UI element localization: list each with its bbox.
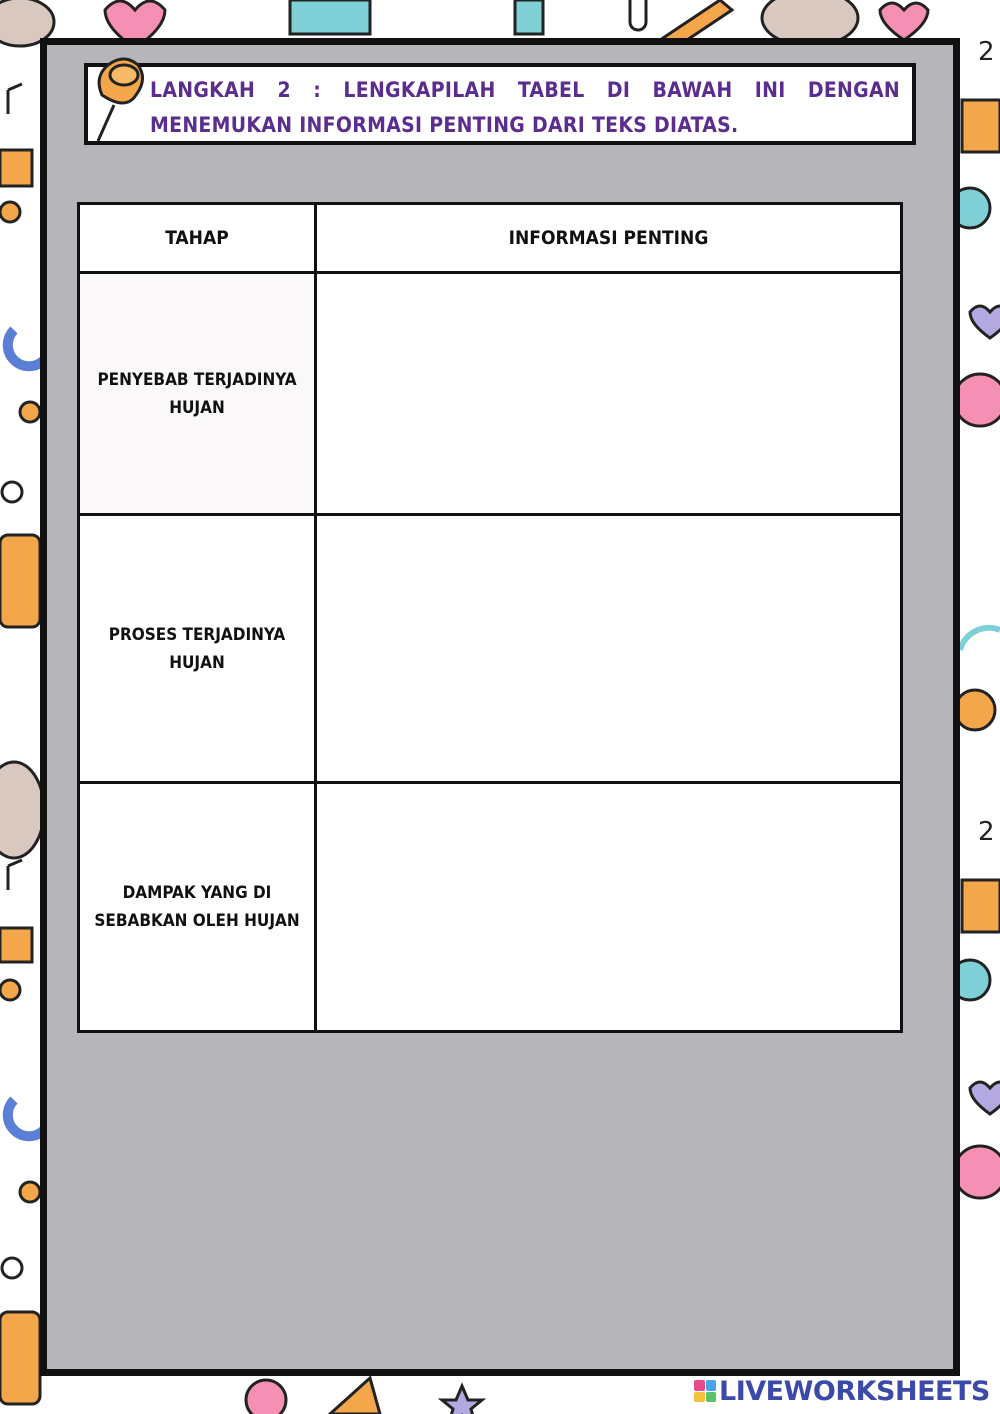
lens-icon [20, 402, 40, 422]
smiley-icon [0, 980, 20, 1000]
table-row [79, 783, 902, 1032]
table-row [79, 273, 902, 515]
palette-icon [0, 762, 44, 858]
paper-plane-icon [330, 1378, 380, 1414]
calculator-icon [0, 535, 40, 627]
header-tahap: TAHAP [79, 204, 316, 273]
star-icon [442, 1386, 482, 1414]
book-icon [290, 0, 370, 34]
tahap-cell: PENYEBAB TERJADINYA HUJAN [79, 273, 316, 515]
calculator-icon [0, 1312, 40, 1404]
glasses-icon [2, 482, 22, 502]
ruler-icon [0, 150, 32, 186]
paperclip-icon [630, 0, 646, 30]
heart-icon [880, 3, 928, 40]
atom-icon [954, 1146, 1000, 1198]
table-header-row [79, 204, 902, 273]
number-doodle: 2 [978, 37, 995, 67]
test-tube-icon [515, 0, 543, 34]
worksheet-table [77, 202, 903, 1033]
table-row [79, 515, 902, 783]
magnet-icon [8, 1100, 44, 1136]
logo-text: LIVEWORKSHEETS [719, 1375, 990, 1407]
heart-icon [970, 306, 1000, 338]
music-note-icon [8, 860, 22, 890]
number-doodle: 2 [978, 817, 995, 847]
atom-icon [954, 374, 1000, 426]
ruler-icon [0, 928, 32, 962]
instruction-text: LANGKAH 2 : LENGKAPILAH TABEL DI BAWAH INI DENGAN MENEMUKAN INFORMASI PENTING DARI TEKS DIATAS. [150, 78, 900, 137]
music-note-icon [8, 84, 22, 114]
header-informasi-penting: INFORMASI PENTING [316, 204, 902, 273]
tahap-cell: DAMPAK YANG DI SEBABKAN OLEH HUJAN [79, 783, 316, 1032]
tahap-cell: PROSES TERJADINYA HUJAN [79, 515, 316, 783]
liveworksheets-logo[interactable] [694, 1377, 990, 1405]
glasses-icon [2, 1258, 22, 1278]
sad-face-icon [246, 1380, 286, 1414]
cube-icon [962, 100, 1000, 152]
informasi-answer-cell[interactable] [316, 783, 902, 1032]
magnet-icon [8, 330, 44, 366]
heart-icon [970, 1082, 1000, 1114]
logo-badge-icon [694, 1380, 716, 1402]
smiley-icon [0, 202, 20, 222]
rainbow-icon [960, 628, 1000, 650]
pushpin-icon [84, 55, 148, 151]
informasi-answer-cell[interactable] [316, 515, 902, 783]
informasi-answer-cell[interactable] [316, 273, 902, 515]
globe-icon [955, 690, 995, 730]
lens-icon [20, 1182, 40, 1202]
cube-icon [962, 880, 1000, 932]
instruction-box [84, 63, 916, 145]
